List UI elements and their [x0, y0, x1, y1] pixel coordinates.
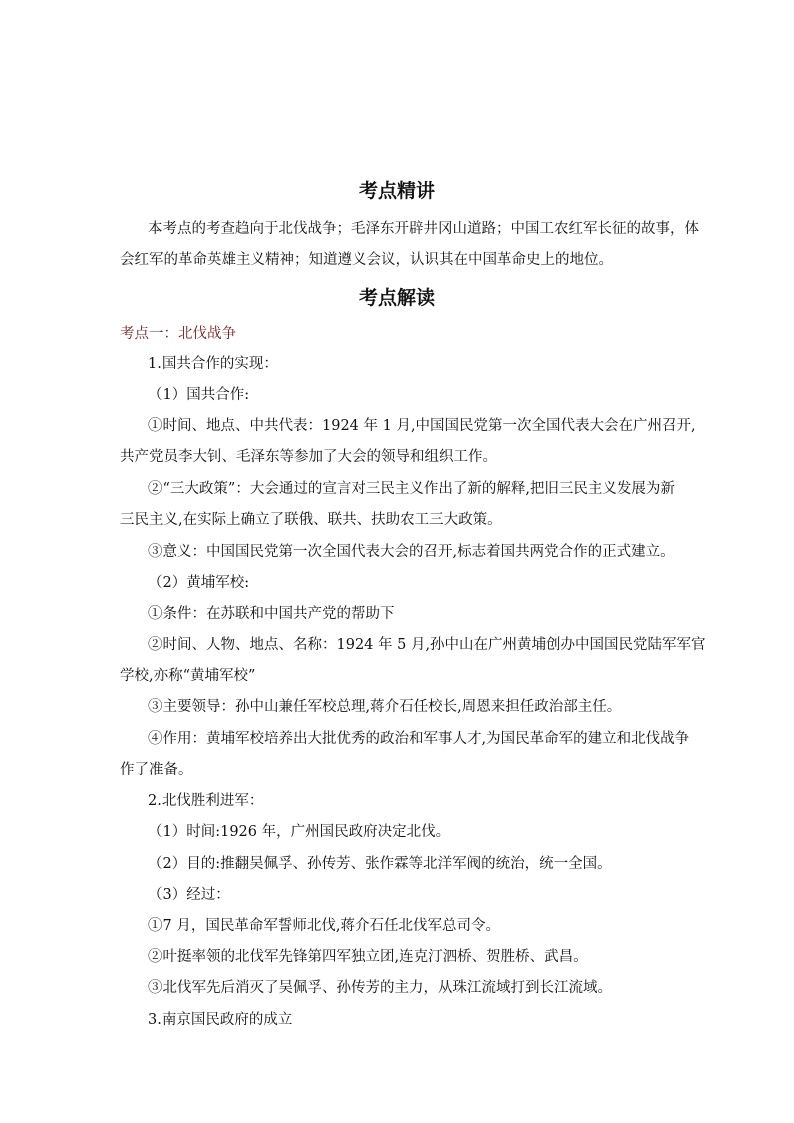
- content-line: ③主要领导：孙中山兼任军校总理,蒋介石任校长,周恩来担任政治部主任。: [148, 699, 622, 715]
- content-line: 学校,亦称“黄埔军校”: [120, 668, 256, 684]
- point1-heading: 考点一：北伐战争: [120, 326, 236, 342]
- content-line: 共产党员李大钊、毛泽东等参加了大会的领导和组织工作。: [120, 449, 497, 465]
- content-line: （2）目的:推翻吴佩孚、孙传芳、张作霖等北洋军阀的统治，统一全国。: [148, 856, 612, 872]
- content-line: （1）国共合作:: [148, 387, 250, 403]
- section-title-kaodian-jiedu: 考点解读: [358, 287, 435, 309]
- content-line: ③意义：中国国民党第一次全国代表大会的召开,标志着国共两党合作的正式建立。: [148, 544, 675, 560]
- content-line: ①7 月，国民革命军誓师北伐,蒋介石任北伐军总司令。: [148, 918, 500, 934]
- content-line: 作了准备。: [120, 762, 193, 778]
- content-line: ③北伐军先后消灭了吴佩孚、孙传芳的主力，从珠江流域打到长江流域。: [148, 980, 612, 996]
- content-line: 3.南京国民政府的成立: [148, 1012, 293, 1028]
- content-line: （1）时间:1926 年，广州国民政府决定北伐。: [148, 824, 451, 840]
- content-line: ②叶挺率领的北伐军先锋第四军独立团,连克汀泗桥、贺胜桥、武昌。: [148, 949, 588, 965]
- content-line: ②时间、人物、地点、名称：1924 年 5 月,孙中山在广州黄埔创办中国国民党陆军军官: [148, 637, 706, 653]
- content-line: （2）黄埔军校:: [148, 575, 250, 591]
- content-line: ②“三大政策”：大会通过的宣言对三民主义作出了新的解释,把旧三民主义发展为新: [148, 481, 675, 497]
- content-line: 三民主义,在实际上确立了联俄、联共、扶助农工三大政策。: [120, 512, 502, 528]
- content-line: 2.北伐胜利进军：: [148, 793, 264, 809]
- content-line: 1.国共合作的实现：: [148, 356, 278, 372]
- content-line: ①条件：在苏联和中国共产党的帮助下: [148, 606, 395, 622]
- content-line: ①时间、地点、中共代表：1924 年 1 月,中国国民党第一次全国代表大会在广州召开,: [148, 418, 696, 434]
- intro-line-1: 本考点的考查趋向于北伐战争；毛泽东开辟井冈山道路；中国工农红军长征的故事，体: [148, 221, 699, 237]
- section-title-kaodian-jingjiang: 考点精讲: [358, 180, 435, 202]
- intro-line-2: 会红军的革命英雄主义精神；知道遵义会议，认识其在中国革命史上的地位。: [120, 252, 613, 268]
- content-line: （3）经过：: [148, 887, 230, 903]
- content-line: ④作用：黄埔军校培养出大批优秀的政治和军事人才,为国民革命军的建立和北伐战争: [148, 731, 690, 747]
